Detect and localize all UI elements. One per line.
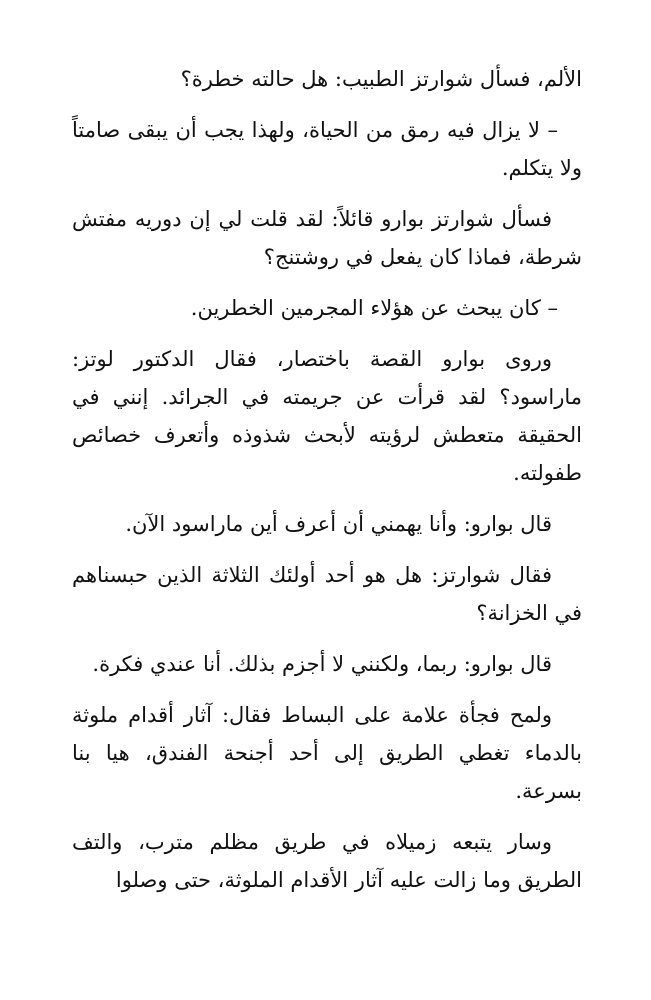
paragraph-6: قال بوارو: وأنا يهمني أن أعرف أين ماراسود الآن. xyxy=(125,512,552,536)
paragraph-2: – لا يزال فيه رمق من الحياة، ولهذا يجب أن يبقى صامتاً ولا يتكلم. xyxy=(72,118,582,180)
paragraph-7: فقال شوارتز: هل هو أحد أولئك الثلاثة الذين حبسناهم في الخزانة؟ xyxy=(72,563,582,625)
book-page xyxy=(72,60,582,912)
paragraph-8: قال بوارو: ربما، ولكنني لا أجزم بذلك. أنا عندي فكرة. xyxy=(92,652,552,676)
paragraph-10: وسار يتبعه زميلاه في طريق مظلم مترب، والتف الطريق وما زالت عليه آثار الأقدام الملوثة، حتى وصلوا xyxy=(72,830,582,892)
paragraph-1: الألم، فسأل شوارتز الطبيب: هل حالته خطرة؟ xyxy=(180,67,582,91)
paragraph-3: فسأل شوارتز بوارو قائلاً: لقد قلت لي إن دوريه مفتش شرطة، فماذا كان يفعل في روشتنج؟ xyxy=(72,207,582,269)
paragraph-4: – كان يبحث عن هؤلاء المجرمين الخطرين. xyxy=(190,296,558,320)
paragraph-5: وروى بوارو القصة باختصار، فقال الدكتور لوتز: ماراسود؟ لقد قرأت عن جريمته في الجرائد. إنني في الحقيقة متعطش لرؤيته لأبحث شذوذه وأتعرف خصائص طفولته. xyxy=(72,347,582,485)
paragraph-9: ولمح فجأة علامة على البساط فقال: آثار أقدام ملوثة بالدماء تغطي الطريق إلى أحد أجنحة الفندق، هيا بنا بسرعة. xyxy=(72,703,582,803)
